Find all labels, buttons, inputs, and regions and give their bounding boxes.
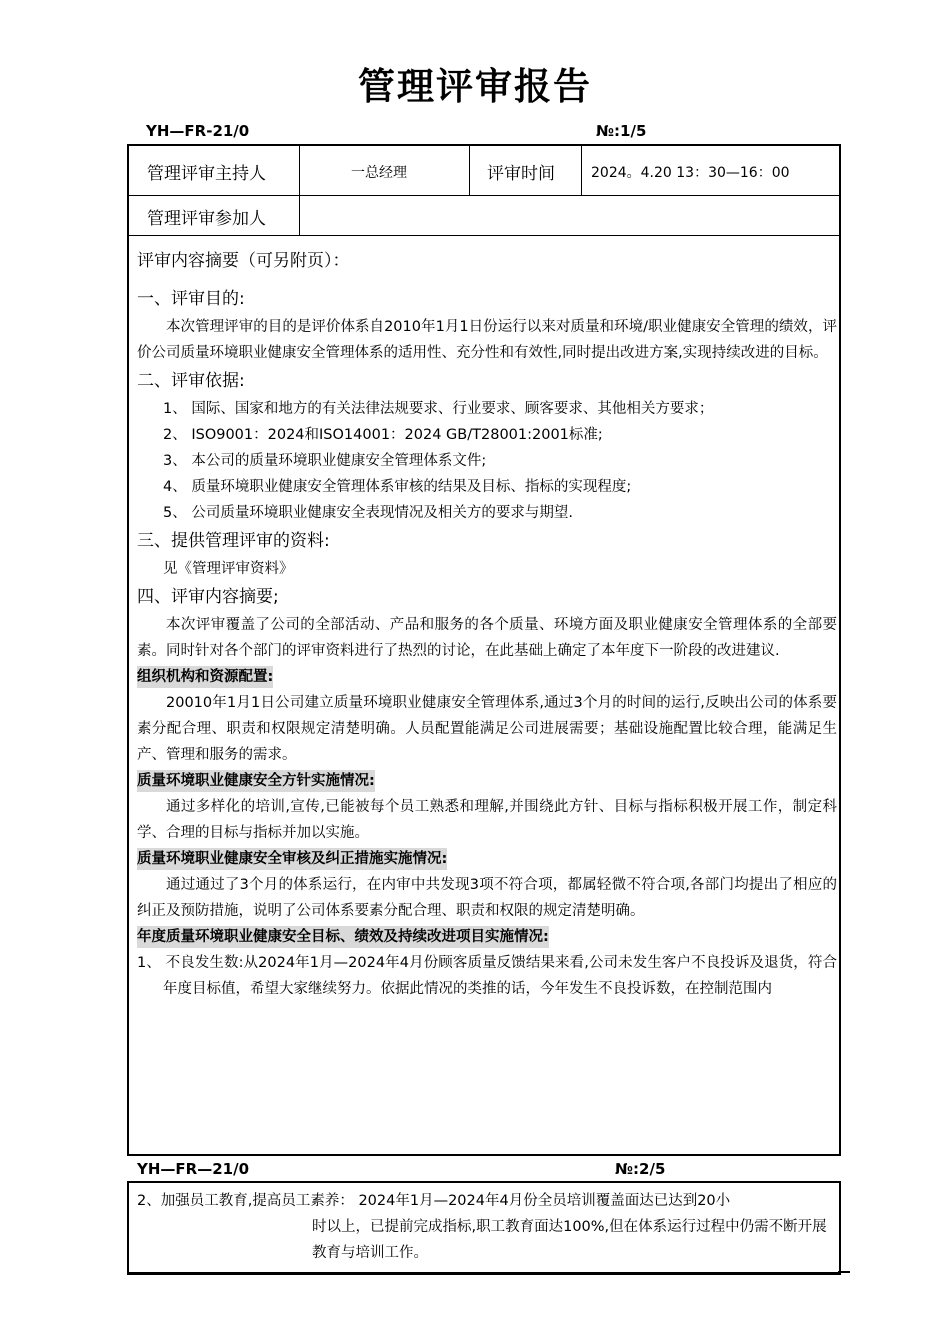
target-item: 1、 不良发生数:从2024年1月—2024年4月份顾客质量反馈结果来看,公司未发生客户不良投诉及退货，符合年度目标值，希望大家继续努力。依据此情况的类推的话，今年发生不良投诉数，在控制范围内 <box>137 955 837 997</box>
host-row <box>129 146 839 196</box>
review-content <box>137 246 837 1002</box>
education-item-text: 2024年1月—2024年4月份全员培训覆盖面达已达到20小 <box>358 1193 731 1209</box>
report-form-page1 <box>127 144 841 1156</box>
divider <box>299 196 300 235</box>
participants-row <box>129 196 839 236</box>
education-item-label: 2、加强员工教育,提高员工素养： <box>137 1193 354 1209</box>
page-title: 管理评审报告 <box>358 65 592 108</box>
section-2-title: 二、评审依据: <box>137 371 245 391</box>
subsection-text: 通过通过了3个月的体系运行，在内审中共发现3项不符合项，都属轻微不符合项,各部门均提出了相应的纠正及预防措施，说明了公司体系要素分配合理、职责和权限的规定清楚明确。 <box>137 877 837 919</box>
page-number: №:1/5 <box>596 122 647 140</box>
host-label: 管理评审主持人 <box>147 164 266 184</box>
subsection-title: 年度质量环境职业健康安全目标、绩效及持续改进项目实施情况: <box>137 926 549 948</box>
section-3-title: 三、提供管理评审的资料: <box>137 531 330 551</box>
basis-item: 2、 ISO9001：2024和ISO14001：2024 GB/T28001:2001标准; <box>163 427 603 443</box>
divider <box>581 146 582 195</box>
basis-item: 4、 质量环境职业健康安全管理体系审核的结果及目标、指标的实现程度; <box>163 479 632 495</box>
participants-label: 管理评审参加人 <box>147 209 266 229</box>
subsection-title: 质量环境职业健康安全方针实施情况: <box>137 770 375 792</box>
education-item-continuation: 时以上，已提前完成指标,职工教育面达100%,但在体系运行过程中仍需不断开展教育与培训工作。 <box>312 1219 827 1261</box>
content-intro: 评审内容摘要（可另附页）： <box>137 251 350 271</box>
education-item-first-line <box>137 1188 730 1214</box>
section-4-title: 四、评审内容摘要; <box>137 587 279 607</box>
corner-mark <box>838 1271 850 1273</box>
host-value: 一总经理 <box>351 165 407 181</box>
divider <box>299 146 300 195</box>
review-time-value: 2024。4.20 13：30—16：00 <box>591 165 790 181</box>
section-1-title: 一、评审目的: <box>137 289 245 309</box>
form-code: YH—FR-21/0 <box>146 122 250 140</box>
section-1-text: 本次管理评审的目的是评价体系自2010年1月1日份运行以来对质量和环境/职业健康安全管理的绩效，评价公司质量环境职业健康安全管理体系的适用性、充分性和有效性,同时提出改进方案,实现持续改进的目标。 <box>137 319 837 361</box>
review-time-label: 评审时间 <box>487 164 555 184</box>
page-number: №:2/5 <box>615 1160 666 1178</box>
section-4-text: 本次评审覆盖了公司的全部活动、产品和服务的各个质量、环境方面及职业健康安全管理体系的全部要素。同时针对各个部门的评审资料进行了热烈的讨论，在此基础上确定了本年度下一阶段的改进建议. <box>137 617 837 659</box>
basis-item: 3、 本公司的质量环境职业健康安全管理体系文件; <box>163 453 487 469</box>
subsection-text: 通过多样化的培训,宣传,已能被每个员工熟悉和理解,并围绕此方针、目标与指标积极开展工作，制定科学、合理的目标与指标并加以实施。 <box>137 799 837 841</box>
basis-item: 1、 国际、国家和地方的有关法律法规要求、行业要求、顾客要求、其他相关方要求； <box>163 401 714 417</box>
report-form-page2 <box>127 1181 841 1275</box>
subsection-title: 组织机构和资源配置: <box>137 666 273 688</box>
subsection-text: 20010年1月1日公司建立质量环境职业健康安全管理体系,通过3个月的时间的运行,反映出公司的体系要素分配合理、职责和权限规定清楚明确。人员配置能满足公司进展需要；基础设施配置比较合理，能满足生产、管理和服务的需求。 <box>137 695 837 763</box>
subsection-title: 质量环境职业健康安全审核及纠正措施实施情况: <box>137 848 447 870</box>
section-3-text: 见《管理评审资料》 <box>163 561 294 577</box>
divider <box>469 146 470 195</box>
basis-item: 5、 公司质量环境职业健康安全表现情况及相关方的要求与期望. <box>163 505 573 521</box>
form-code: YH—FR—21/0 <box>137 1160 250 1178</box>
